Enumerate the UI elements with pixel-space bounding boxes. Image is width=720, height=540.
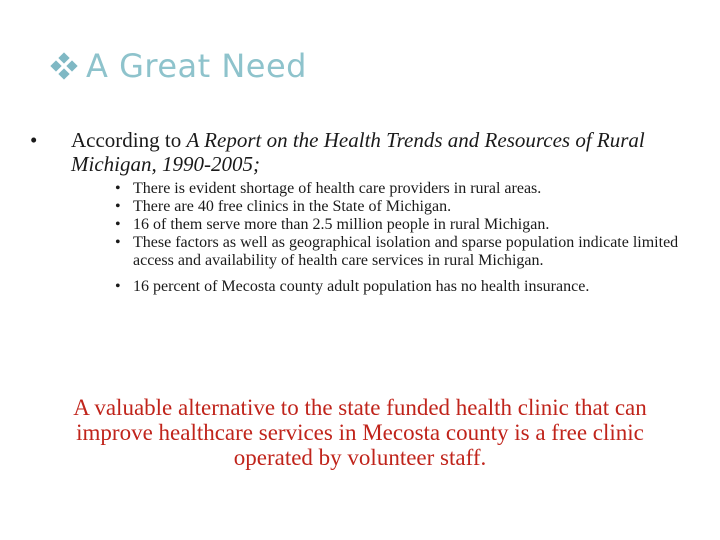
conclusion-text: A valuable alternative to the state funded health clinic that can improve healthcare services in Mecosta county is a free clinic operated by volunteer staff. [73,395,647,470]
lead-paragraph [30,128,690,176]
findings-list [115,180,695,296]
list-item: • 16 percent of Mecosta county adult population has no health insurance. [115,278,590,295]
list-item: • There are 40 free clinics in the State of Michigan. [115,198,452,215]
list-item: • There is evident shortage of health care providers in rural areas. [115,180,542,197]
lead-bullet: • [30,128,38,152]
title-text: A Great Need [86,47,307,85]
list-item: • 16 of them serve more than 2.5 million people in rural Michigan. [115,216,550,233]
slide-title [50,44,307,88]
lead-prefix: According to [71,128,187,152]
diamond-cluster-icon [50,52,78,80]
report-title: A Report on the Health Trends and Resources of Rural Michigan, 1990-2005 [71,128,645,176]
lead-suffix: ; [252,152,260,176]
list-item: • These factors as well as geographical isolation and sparse population indicate limited access and availability of health care services in rural Michigan. [115,234,679,269]
